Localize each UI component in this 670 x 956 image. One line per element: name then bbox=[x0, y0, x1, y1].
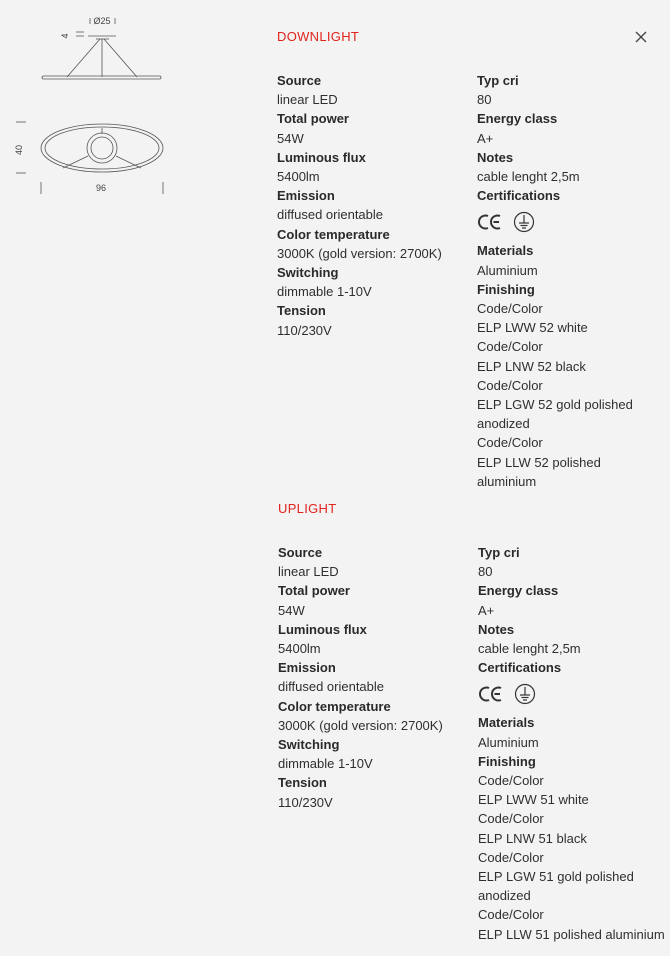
typ-cri-value: 80 bbox=[477, 92, 492, 108]
ground-icon bbox=[513, 211, 535, 233]
certifications-label: Certifications bbox=[478, 660, 562, 676]
materials-value: Aluminium bbox=[478, 734, 539, 750]
finishing-label: Finishing bbox=[477, 281, 535, 297]
spec-left-column bbox=[278, 543, 463, 812]
spec-value: linear LED bbox=[277, 92, 338, 108]
notes-value: cable lenght 2,5m bbox=[478, 641, 581, 657]
spec-value: 5400lm bbox=[277, 169, 320, 185]
spec-label: Tension bbox=[277, 303, 326, 319]
finish-value: ELP LLW 52 polished aluminium bbox=[477, 454, 601, 489]
certifications-icons bbox=[478, 675, 663, 713]
spec-right-column bbox=[478, 543, 663, 944]
finish-value: ELP LNW 51 black bbox=[478, 830, 587, 846]
finish-value: ELP LWW 52 white bbox=[477, 320, 588, 336]
spec-item bbox=[277, 263, 462, 301]
materials-value: Aluminium bbox=[477, 262, 538, 278]
materials-label: Materials bbox=[478, 715, 535, 731]
finish-code-label: Code/Color bbox=[477, 435, 543, 451]
spec-item bbox=[278, 735, 463, 773]
spec-value: dimmable 1-10V bbox=[277, 284, 372, 300]
finish-code-label: Code/Color bbox=[478, 849, 544, 865]
energy-class-value: A+ bbox=[477, 130, 494, 146]
spec-item bbox=[277, 186, 462, 224]
spec-label: Luminous flux bbox=[278, 621, 367, 637]
spec-label: Emission bbox=[277, 188, 335, 204]
finish-value: ELP LLW 51 polished aluminium bbox=[478, 926, 665, 942]
ce-mark-icon bbox=[477, 213, 503, 231]
typ-cri-label: Typ cri bbox=[477, 73, 519, 88]
section-title: UPLIGHT bbox=[278, 501, 337, 516]
energy-class-label: Energy class bbox=[477, 111, 558, 127]
spec-item bbox=[277, 71, 462, 109]
spec-item bbox=[277, 225, 462, 263]
spec-left-column bbox=[277, 71, 462, 340]
ce-mark-icon bbox=[478, 685, 504, 703]
spec-label: Emission bbox=[278, 660, 336, 676]
spec-item bbox=[277, 301, 462, 339]
spec-item bbox=[278, 581, 463, 619]
spec-value: diffused orientable bbox=[278, 679, 385, 695]
product-technical-drawing bbox=[8, 10, 178, 200]
close-button[interactable] bbox=[631, 27, 651, 47]
spec-item bbox=[278, 620, 463, 658]
finish-value: ELP LNW 52 black bbox=[477, 358, 586, 374]
spec-value: 110/230V bbox=[278, 794, 333, 810]
dimension-drawing bbox=[8, 10, 178, 200]
spec-value: 3000K (gold version: 2700K) bbox=[278, 717, 443, 733]
dim-diameter-label: Ø25 bbox=[93, 16, 111, 26]
spec-label: Source bbox=[278, 545, 323, 560]
spec-value: 110/230V bbox=[277, 322, 332, 338]
energy-class-value: A+ bbox=[478, 602, 495, 618]
notes-label: Notes bbox=[477, 149, 514, 165]
spec-value: dimmable 1-10V bbox=[278, 756, 373, 772]
spec-label: Switching bbox=[277, 265, 339, 281]
finishing-label: Finishing bbox=[478, 753, 536, 769]
spec-label: Tension bbox=[278, 775, 327, 791]
spec-value: 3000K (gold version: 2700K) bbox=[277, 245, 442, 261]
spec-label: Source bbox=[277, 73, 322, 88]
finish-code-label: Code/Color bbox=[478, 811, 544, 827]
spec-item bbox=[278, 543, 463, 581]
finish-code-label: Code/Color bbox=[477, 301, 543, 317]
spec-label: Color temperature bbox=[277, 226, 390, 242]
notes-label: Notes bbox=[478, 621, 515, 637]
finish-code-label: Code/Color bbox=[477, 377, 543, 393]
finish-value: ELP LWW 51 white bbox=[478, 792, 589, 808]
spec-value: 54W bbox=[278, 602, 305, 618]
dim-depth-label: 40 bbox=[14, 144, 24, 156]
close-icon bbox=[635, 31, 647, 43]
spec-item bbox=[277, 109, 462, 147]
typ-cri-value: 80 bbox=[478, 564, 493, 580]
spec-value: linear LED bbox=[278, 564, 339, 580]
spec-label: Total power bbox=[278, 583, 350, 599]
materials-label: Materials bbox=[477, 243, 534, 259]
notes-value: cable lenght 2,5m bbox=[477, 169, 580, 185]
spec-value: 54W bbox=[277, 130, 304, 146]
spec-item bbox=[278, 658, 463, 696]
finish-value: ELP LGW 52 gold polished anodized bbox=[477, 397, 633, 432]
certifications-icons bbox=[477, 203, 662, 241]
spec-value: 5400lm bbox=[278, 641, 321, 657]
ground-icon bbox=[514, 683, 536, 705]
finish-code-label: Code/Color bbox=[478, 907, 544, 923]
spec-item bbox=[277, 148, 462, 186]
spec-right-column bbox=[477, 71, 662, 491]
finish-code-label: Code/Color bbox=[478, 773, 544, 789]
spec-label: Luminous flux bbox=[277, 149, 366, 165]
typ-cri-label: Typ cri bbox=[478, 545, 520, 560]
spec-item bbox=[278, 773, 463, 811]
spec-item bbox=[278, 697, 463, 735]
dim-width-label: 96 bbox=[95, 183, 107, 193]
energy-class-label: Energy class bbox=[478, 583, 559, 599]
certifications-label: Certifications bbox=[477, 188, 561, 204]
dim-height-label: 4 bbox=[60, 33, 70, 39]
spec-value: diffused orientable bbox=[277, 207, 384, 223]
finish-code-label: Code/Color bbox=[477, 339, 543, 355]
section-title: DOWNLIGHT bbox=[277, 29, 360, 44]
spec-label: Total power bbox=[277, 111, 349, 127]
spec-label: Color temperature bbox=[278, 698, 391, 714]
spec-label: Switching bbox=[278, 737, 340, 753]
finish-value: ELP LGW 51 gold polished anodized bbox=[478, 869, 634, 904]
